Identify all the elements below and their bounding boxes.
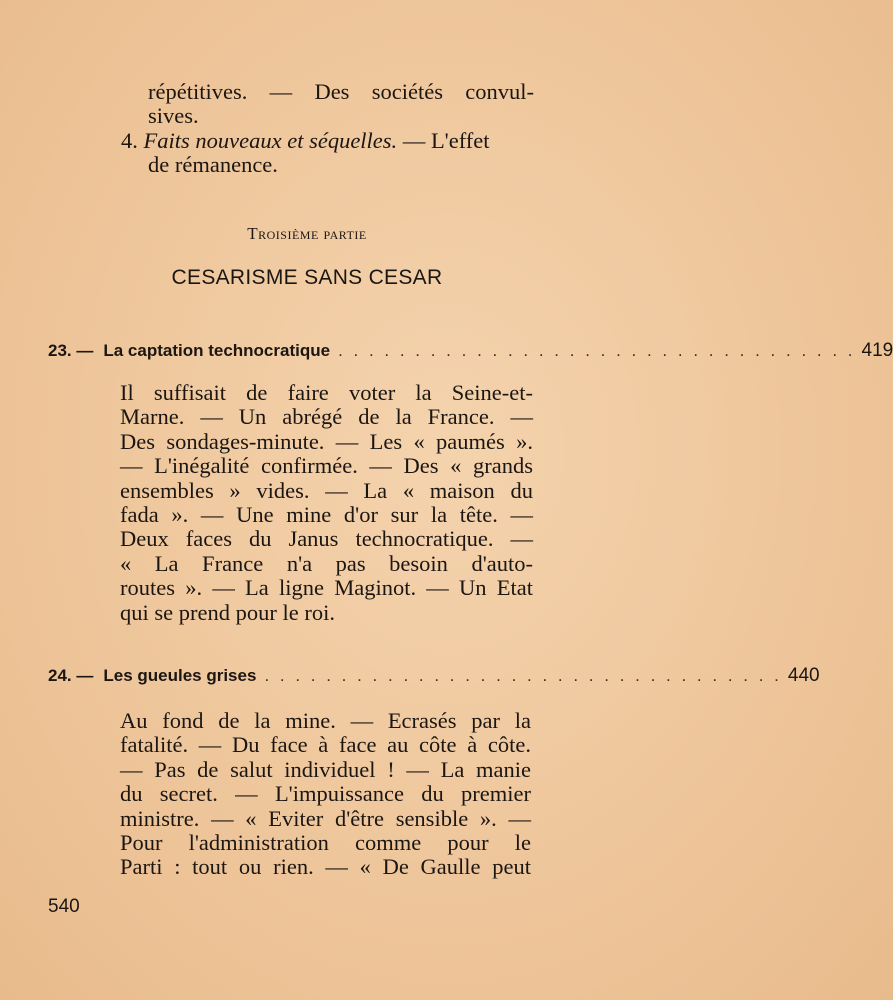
text-line: — Pas de salut individuel ! — La manie	[120, 756, 531, 782]
text-line: Parti : tout ou rien. — « De Gaulle peut	[120, 854, 531, 880]
text-line: « La France n'a pas besoin d'auto-	[120, 550, 533, 576]
item-text: — L'effet	[397, 128, 490, 153]
item-title: Faits nouveaux et séquelles.	[143, 128, 398, 153]
text-line: sives.	[148, 103, 199, 129]
text-line: de rémanence.	[148, 152, 278, 178]
text-line: ministre. — « Eviter d'être sensible ». —	[120, 805, 531, 831]
chapter-23-summary	[120, 381, 533, 625]
chapter-title: Les gueules grises	[103, 666, 257, 685]
intro-paragraph	[148, 80, 534, 129]
text-line: Marne. — Un abrégé de la France. —	[120, 404, 533, 430]
chapter-24-summary	[120, 709, 531, 880]
chapter-number: 23. —	[48, 341, 94, 360]
text-line: ensembles » vides. — La « maison du	[120, 477, 533, 503]
toc-entry-23	[48, 340, 893, 366]
part-title: CESARISME SANS CESAR	[171, 266, 443, 289]
text-line: du secret. — L'impuissance du premier	[120, 781, 531, 807]
text-line: — L'inégalité confirmée. — Des « grands	[120, 453, 533, 479]
text-line: qui se prend pour le roi.	[120, 599, 335, 625]
leader-dots: . . . . . . . . . . . . . . . . . . . . . . . . . . . . . . . . . .	[264, 666, 782, 685]
text-line: Pour l'administration comme pour le	[120, 830, 531, 856]
text-line: routes ». — La ligne Maginot. — Un Etat	[120, 575, 533, 601]
leader-dots: . . . . . . . . . . . . . . . . . . . . . . . . . . . . . . . . . .	[338, 341, 856, 360]
chapter-page: 419	[861, 340, 893, 361]
page-number: 540	[48, 896, 80, 917]
part-label: Troisième partie	[247, 224, 367, 243]
text-line: fatalité. — Du face à face au côte à côte.	[120, 732, 531, 758]
text-line: répétitives. — Des sociétés convul-	[148, 79, 534, 104]
chapter-page: 440	[787, 665, 820, 686]
text-line: Des sondages-minute. — Les « paumés ».	[120, 428, 533, 454]
text-line: Au fond de la mine. — Ecrasés par la	[120, 708, 531, 733]
text-line: Il suffisait de faire voter la Seine-et-	[120, 380, 533, 405]
toc-entry-24	[48, 665, 820, 691]
item-number: 4.	[121, 128, 138, 153]
text-line: Deux faces du Janus technocratique. —	[120, 526, 533, 552]
text-line: fada ». — Une mine d'or sur la tête. —	[120, 502, 533, 528]
chapter-title: La captation technocratique	[103, 341, 331, 360]
text-line	[121, 129, 534, 153]
chapter-number: 24. —	[48, 666, 94, 685]
list-item-4	[121, 129, 534, 178]
